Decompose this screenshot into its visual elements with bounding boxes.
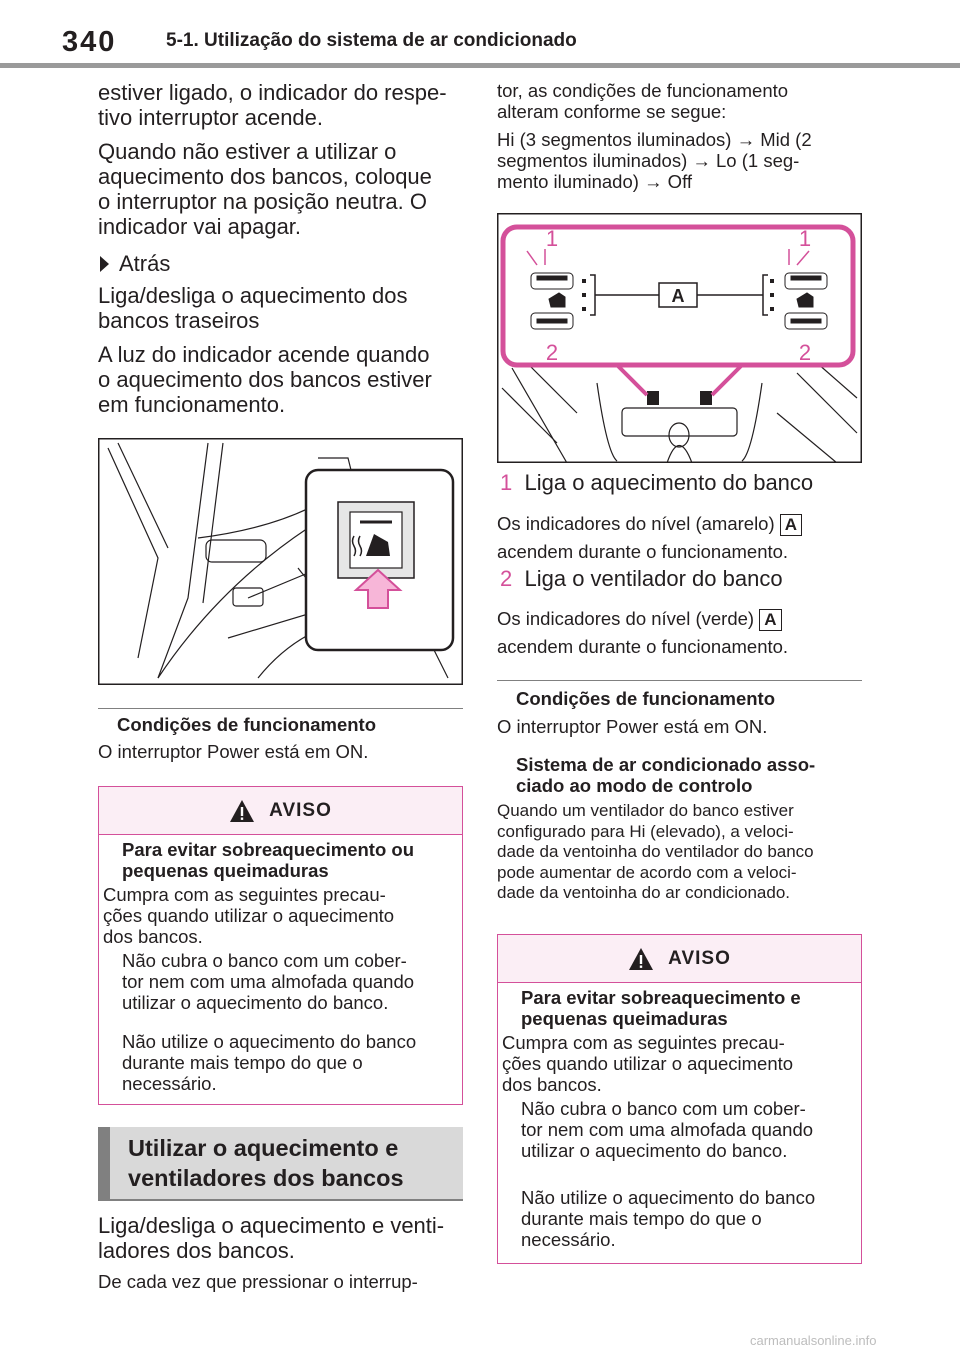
bullet-rear: Atrás xyxy=(100,251,170,276)
rear-seat-heater-illustration xyxy=(98,438,463,685)
watermark: carmanualsonline.info xyxy=(750,1333,877,1348)
left-conditions-text: O interruptor Power está em ON. xyxy=(98,741,369,762)
item-2: 2 Liga o ventilador do banco xyxy=(500,566,783,591)
warning-heading: Para evitar sobreaquecimento e pequenas queimaduras xyxy=(521,987,801,1029)
left-paragraph-5: Liga/desliga o aquecimento e venti- ladores dos bancos. xyxy=(98,1213,445,1263)
section-underline xyxy=(98,1199,463,1201)
callout-1-left: 1 xyxy=(545,226,559,251)
tag-A: A xyxy=(780,514,802,536)
front-seat-switch-illustration xyxy=(497,213,862,463)
callout-1-right: 1 xyxy=(798,226,812,251)
warning-item-2: Não utilize o aquecimento do banco durante mais tempo do que o necessário. xyxy=(521,1187,816,1250)
callout-2-left: 2 xyxy=(545,340,559,365)
warning-intro: Cumpra com as seguintes precau- ções quando utilizar o aquecimento dos bancos. xyxy=(103,884,395,947)
bullet-triangle-icon xyxy=(100,256,109,272)
item-1-desc: Os indicadores do nível (amarelo) A acendem durante o funcionamento. xyxy=(497,513,802,562)
system-text: Quando um ventilador do banco estiver configurado para Hi (elevado), a veloci- dade da ventoinha do ventilador do banco pode aumentar de acordo com a veloci- dade da ventoinha do ar condicionado. xyxy=(497,801,814,902)
right-paragraph-1: tor, as condições de funcionamento alteram conforme se segue: xyxy=(497,80,789,122)
left-paragraph-1: estiver ligado, o indicador do respe- tivo interruptor acende. xyxy=(98,80,447,130)
callout-A-label: A xyxy=(671,286,685,306)
warning-intro: Cumpra com as seguintes precau- ções quando utilizar o aquecimento dos bancos. xyxy=(502,1032,794,1095)
warning-triangle-icon xyxy=(229,799,255,823)
callout-2-right: 2 xyxy=(798,340,812,365)
item-1: 1 Liga o aquecimento do banco xyxy=(500,470,814,495)
warning-header: AVISO xyxy=(498,935,861,983)
section-heading: Utilizar o aquecimento e ventiladores dos bancos xyxy=(98,1127,463,1199)
warning-triangle-icon xyxy=(628,947,654,971)
warning-item-1: Não cubra o banco com um cober- tor nem com uma almofada quando utilizar o aquecimento do banco. xyxy=(521,1098,814,1161)
left-paragraph-3: Liga/desliga o aquecimento dos bancos traseiros xyxy=(98,283,408,333)
warning-heading: Para evitar sobreaquecimento ou pequenas queimaduras xyxy=(122,839,414,881)
right-conditions-title: Condições de funcionamento xyxy=(516,688,776,709)
header-rule xyxy=(0,63,960,68)
left-conditions-title: Condições de funcionamento xyxy=(117,714,377,735)
left-paragraph-2: Quando não estiver a utilizar o aquecimento dos bancos, coloque o interruptor na posição neutra. O indicador vai apagar. xyxy=(98,139,432,239)
warning-box-right xyxy=(497,934,862,1264)
left-paragraph-6: De cada vez que pressionar o interrup- xyxy=(98,1271,418,1292)
divider xyxy=(497,680,862,681)
warning-item-2: Não utilize o aquecimento do banco durante mais tempo do que o necessário. xyxy=(122,1031,417,1094)
tag-A: A xyxy=(759,609,781,631)
page-number: 340 xyxy=(62,26,117,58)
warning-box-left xyxy=(98,786,463,1105)
warning-header: AVISO xyxy=(99,787,462,835)
right-conditions-text: O interruptor Power está em ON. xyxy=(497,716,768,737)
divider xyxy=(98,708,463,709)
item-2-desc: Os indicadores do nível (verde) A acendem durante o funcionamento. xyxy=(497,608,789,657)
system-title: Sistema de ar condicionado asso- ciado ao modo de controlo xyxy=(516,754,816,796)
left-paragraph-4: A luz do indicador acende quando o aquecimento dos bancos estiver em funcionamento. xyxy=(98,342,432,417)
section-title: 5-1. Utilização do sistema de ar condicionado xyxy=(166,30,577,51)
right-paragraph-2: Hi (3 segmentos iluminados) → Mid (2 segmentos iluminados) → Lo (1 seg- mento iluminado) → Off xyxy=(497,129,812,192)
warning-item-1: Não cubra o banco com um cober- tor nem com uma almofada quando utilizar o aquecimento do banco. xyxy=(122,950,415,1013)
